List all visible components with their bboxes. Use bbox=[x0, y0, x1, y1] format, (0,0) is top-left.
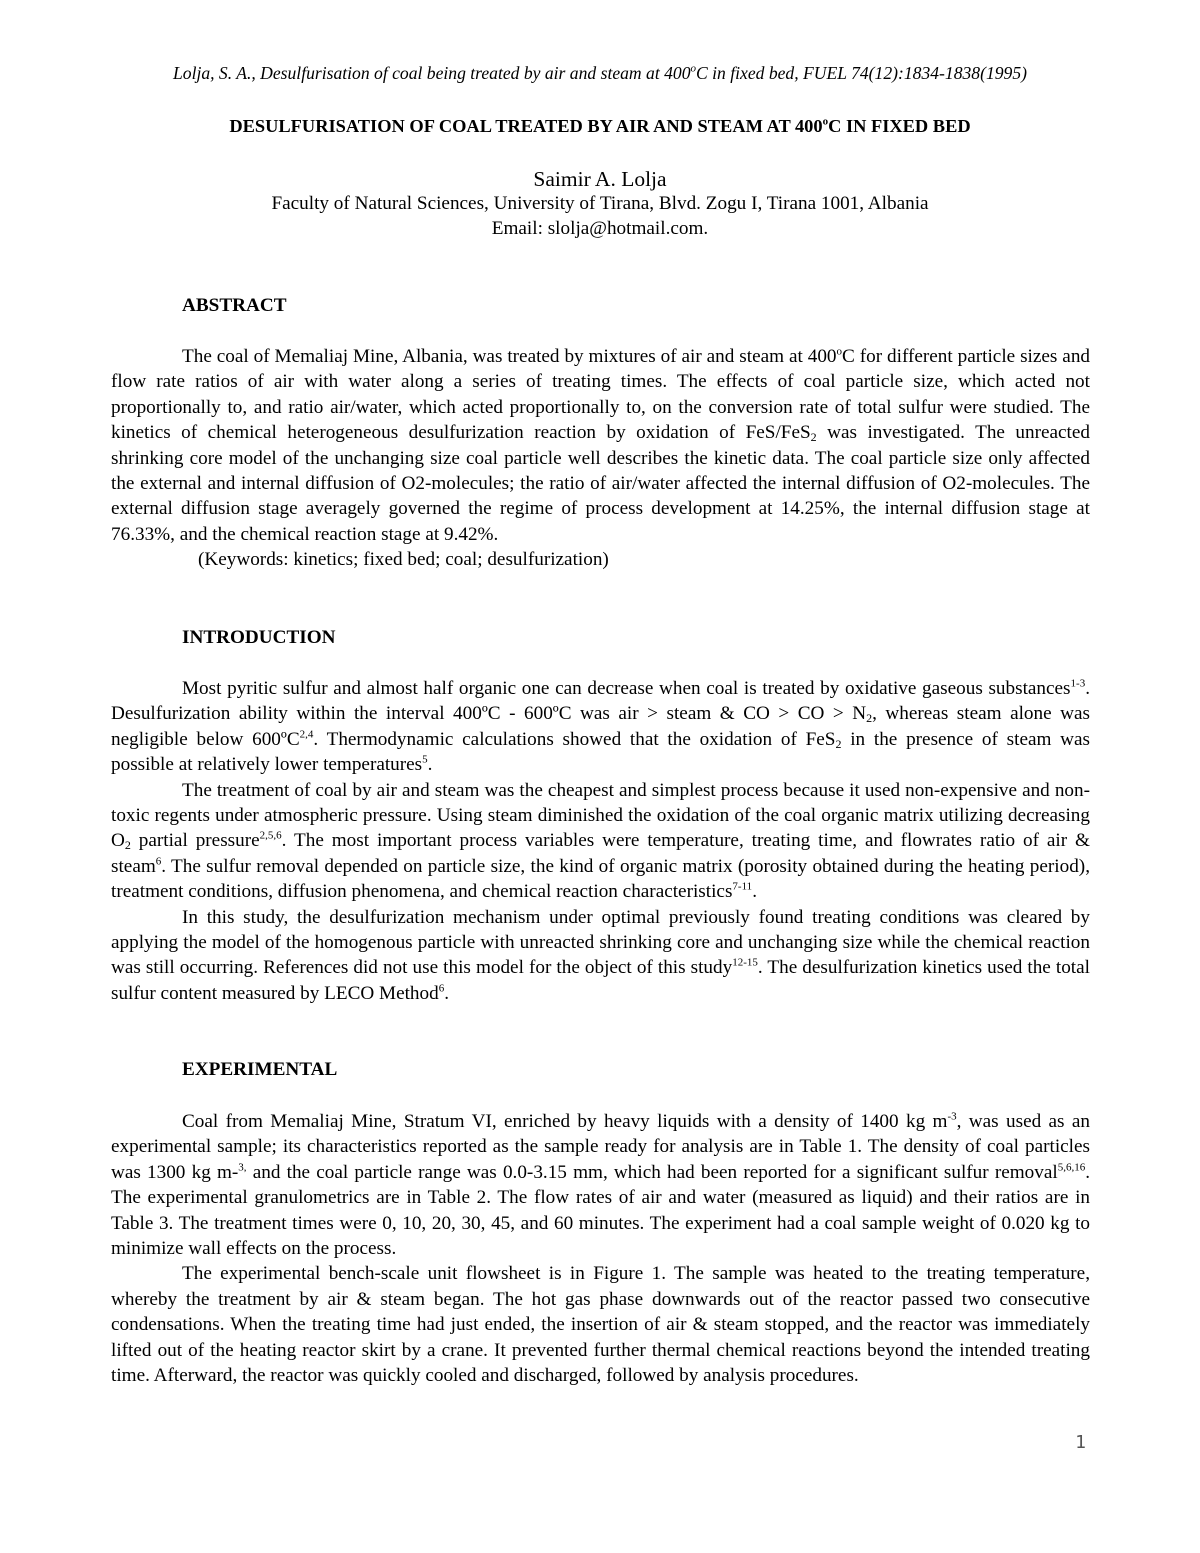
abstract-keywords: (Keywords: kinetics; fixed bed; coal; desulfurization) bbox=[198, 549, 609, 571]
experimental-paragraph-1: Coal from Memaliaj Mine, Stratum VI, enriched by heavy liquids with a density of 1400 kg $m^{-3}$, was used as an experimental sample; its characteristics reported as the sample ready for analysis are in Table 1. The density of coal particles was 1300 kg m-$^{3,}$ and the coal particle range was 0.0-3.15 mm, which had been reported for a significant sulfur removal$^{5,6,16}$. The experimental granulometrics are in Table 2. The flow rates of air and water (measured as liquid) and their ratios are in Table 3. The treatment times were 0, 10, 20, 30, 45, and 60 minutes. The experiment had a coal sample weight of 0.020 kg to minimize wall effects on the process. bbox=[111, 1110, 1090, 1260]
author-name: Saimir A. Lolja bbox=[533, 167, 667, 191]
paper-title: DESULFURISATION OF COAL TREATED BY AIR AND STEAM AT 400$^o$C IN FIXED BED bbox=[229, 115, 971, 136]
introduction-paragraph-2: The treatment of coal by air and steam was the cheapest and simplest process because it used non-expensive and non-toxic regents under atmospheric pressure. Using steam diminished the oxidation of the coal organic matrix utilizing decreasing $O_2$ partial pressure$^{2,5,6}$. The most important process variables were temperature, treating time, and flowrates ratio of air & steam$^6$. The sulfur removal depended on particle size, the kind of organic matrix (porosity obtained during the heating period), treatment conditions, diffusion phenomena, and chemical reaction characteristics$^{7-11}$. bbox=[111, 779, 1090, 903]
experimental-heading: EXPERIMENTAL bbox=[182, 1059, 338, 1080]
abstract-paragraph: The coal of Memaliaj Mine, Albania, was treated by mixtures of air and steam at 400$^o$C for different particle sizes and flow rate ratios of air with water along a series of treating times. The effects of coal particle size, which acted not proportionally to, and ratio air/water, which acted proportionally to, on the conversion rate of total sulfur were studied. The kinetics of chemical heterogeneous desulfurization reaction by oxidation of FeS/FeS$_2$ was investigated. The unreacted shrinking core model of the unchanging size coal particle well describes the kinetic data. The coal particle size only affected the external and internal diffusion of O2-molecules; the ratio of air/water affected the internal diffusion of O2-molecules. The external diffusion stage averagely governed the regime of process development at 14.25%, the internal diffusion stage at 76.33%, and the chemical reaction stage at 9.42%. bbox=[111, 345, 1091, 545]
header-citation: Lolja, S. A., Desulfurisation of coal being treated by air and steam at 400$^o$C in fixed bed, FUEL 74(12):1834-1838(1995) bbox=[172, 62, 1027, 83]
author-affiliation-block bbox=[0, 191, 1200, 242]
abstract-heading: ABSTRACT bbox=[182, 295, 287, 316]
author-email: Email: slolja@hotmail.com. bbox=[491, 218, 709, 240]
experimental-section bbox=[111, 1109, 1090, 1388]
experimental-paragraph-2: The experimental bench-scale unit flowsheet is in Figure 1. The sample was heated to the treating temperature, whereby the treatment by air & steam began. The hot gas phase downwards out of the reactor passed two consecutive condensations. When the treating time had just ended, the insertion of air & steam stopped, and the reactor was immediately lifted out of the heating reactor skirt by a crane. It prevented further thermal chemical reactions beyond the intended treating time. Afterward, the reactor was quickly cooled and discharged, followed by analysis procedures. bbox=[111, 1263, 1090, 1387]
introduction-paragraph-1: Most pyritic sulfur and almost half organic one can decrease when coal is treated by oxidative gaseous substances$^{1-3}$. Desulfurization ability within the interval 400ºC - 600ºC was air > steam & CO > CO > $N_2$, whereas steam alone was negligible below 600ºC$^{2,4}$. Thermodynamic calculations showed that the oxidation of FeS$_2$ in the presence of steam was possible at relatively lower temperatures$^5$. bbox=[111, 677, 1090, 776]
introduction-heading: INTRODUCTION bbox=[182, 627, 336, 648]
page-number: 1 bbox=[1075, 1432, 1086, 1453]
introduction-paragraph-3: In this study, the desulfurization mechanism under optimal previously found treating conditions was cleared by applying the model of the homogenous particle with unreacted shrinking core and unchanging size while the chemical reaction was still occurring. References did not use this model for the object of this study$^{12-15}$. The desulfurization kinetics used the total sulfur content measured by LECO Method$^6$. bbox=[111, 906, 1090, 1004]
author-affiliation: Faculty of Natural Sciences, University of Tirana, Blvd. Zogu I, Tirana 1001, Albania bbox=[271, 193, 929, 214]
introduction-section bbox=[111, 676, 1090, 1006]
abstract-section bbox=[111, 344, 1090, 573]
